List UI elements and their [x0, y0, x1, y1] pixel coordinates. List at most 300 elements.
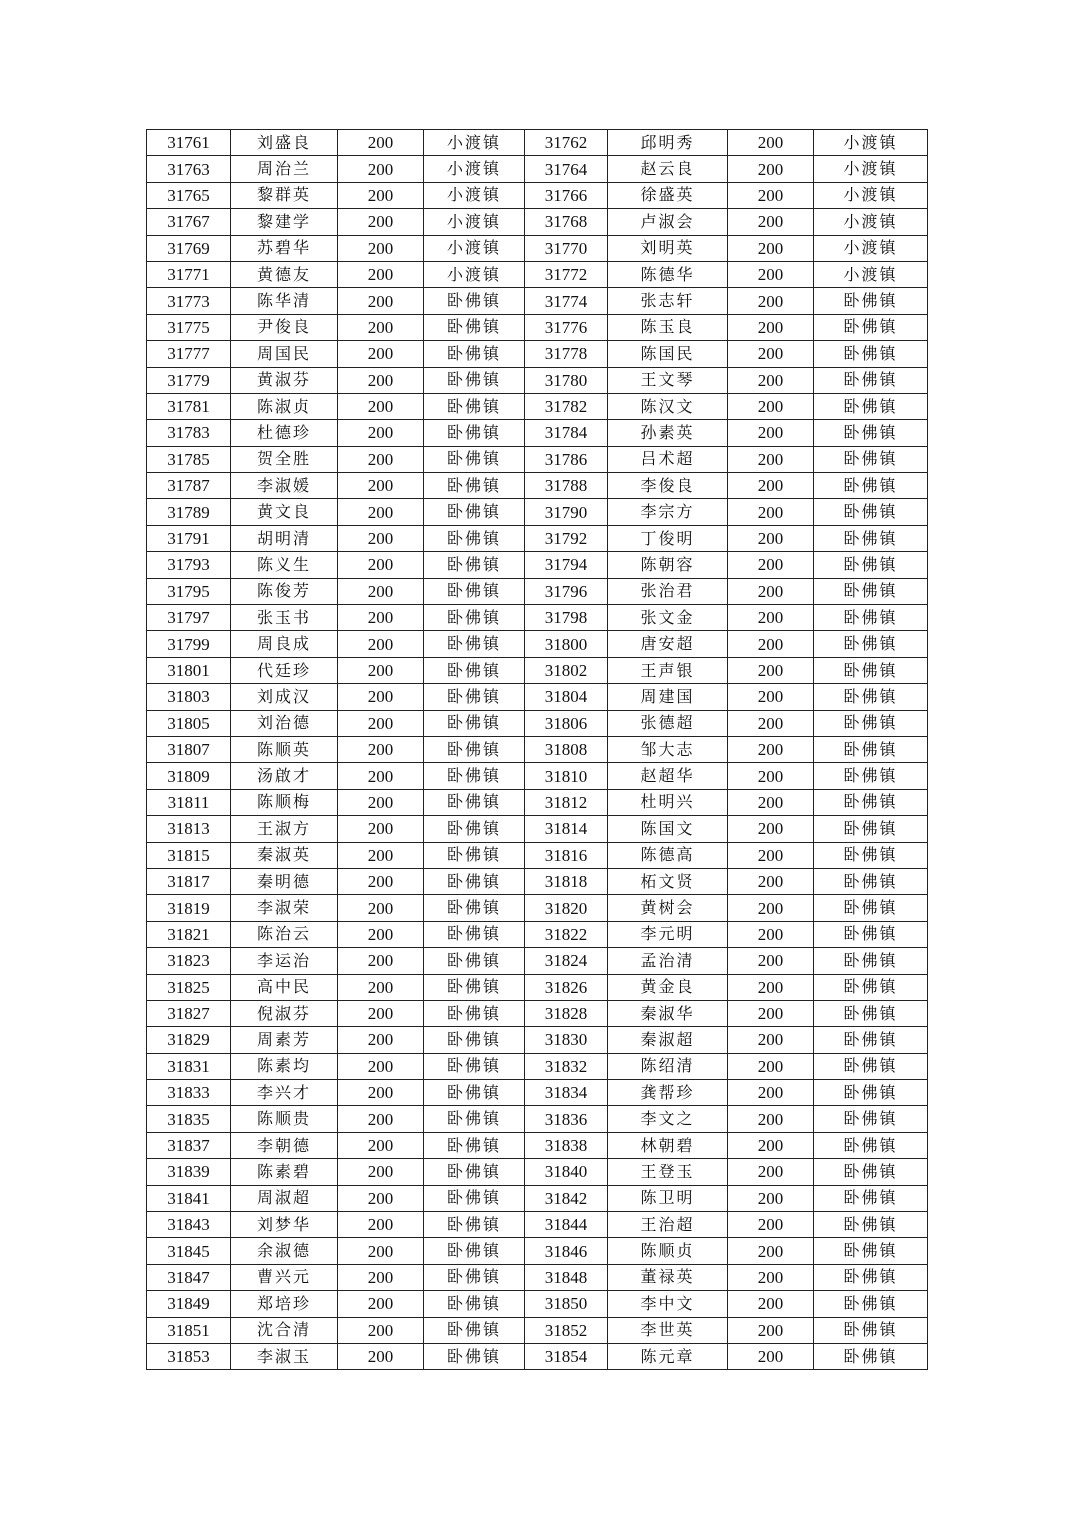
- cell-town-left: 卧佛镇: [424, 1317, 525, 1343]
- cell-id-right: 31782: [525, 393, 608, 419]
- cell-amount-left: 200: [338, 552, 424, 578]
- table-row: [147, 1106, 928, 1132]
- cell-id-left: 31853: [147, 1343, 231, 1369]
- cell-town-left: 卧佛镇: [424, 420, 525, 446]
- cell-name-right: 陈朝容: [608, 552, 728, 578]
- cell-amount-right: 200: [728, 393, 814, 419]
- cell-id-left: 31849: [147, 1291, 231, 1317]
- cell-name-left: 李朝德: [231, 1132, 338, 1158]
- cell-id-right: 31838: [525, 1132, 608, 1158]
- cell-amount-right: 200: [728, 1291, 814, 1317]
- table-row: [147, 393, 928, 419]
- cell-id-right: 31804: [525, 684, 608, 710]
- cell-id-left: 31803: [147, 684, 231, 710]
- cell-town-left: 卧佛镇: [424, 605, 525, 631]
- cell-name-right: 陈国民: [608, 341, 728, 367]
- cell-amount-left: 200: [338, 921, 424, 947]
- cell-name-right: 卢淑会: [608, 209, 728, 235]
- cell-town-right: 卧佛镇: [814, 1343, 928, 1369]
- cell-id-left: 31783: [147, 420, 231, 446]
- cell-id-right: 31766: [525, 182, 608, 208]
- cell-town-left: 小渡镇: [424, 156, 525, 182]
- cell-id-right: 31852: [525, 1317, 608, 1343]
- cell-id-right: 31826: [525, 974, 608, 1000]
- cell-name-left: 曹兴元: [231, 1264, 338, 1290]
- table-row: [147, 314, 928, 340]
- cell-id-right: 31770: [525, 235, 608, 261]
- cell-amount-right: 200: [728, 605, 814, 631]
- cell-town-right: 卧佛镇: [814, 1106, 928, 1132]
- table-row: [147, 631, 928, 657]
- cell-town-right: 卧佛镇: [814, 314, 928, 340]
- cell-name-left: 张玉书: [231, 605, 338, 631]
- cell-id-right: 31798: [525, 605, 608, 631]
- cell-amount-left: 200: [338, 974, 424, 1000]
- cell-amount-right: 200: [728, 209, 814, 235]
- cell-id-left: 31813: [147, 816, 231, 842]
- cell-amount-right: 200: [728, 552, 814, 578]
- cell-town-left: 卧佛镇: [424, 1212, 525, 1238]
- cell-name-right: 李宗方: [608, 499, 728, 525]
- table-row: [147, 499, 928, 525]
- cell-id-right: 31792: [525, 525, 608, 551]
- cell-id-left: 31827: [147, 1000, 231, 1026]
- cell-name-right: 丁俊明: [608, 525, 728, 551]
- table-row: [147, 1317, 928, 1343]
- cell-amount-right: 200: [728, 288, 814, 314]
- cell-name-left: 周良成: [231, 631, 338, 657]
- cell-amount-left: 200: [338, 1264, 424, 1290]
- cell-id-left: 31833: [147, 1080, 231, 1106]
- cell-id-left: 31823: [147, 948, 231, 974]
- cell-town-right: 卧佛镇: [814, 1238, 928, 1264]
- cell-id-left: 31767: [147, 209, 231, 235]
- cell-town-left: 小渡镇: [424, 235, 525, 261]
- cell-amount-left: 200: [338, 684, 424, 710]
- cell-id-left: 31841: [147, 1185, 231, 1211]
- cell-name-right: 周建国: [608, 684, 728, 710]
- cell-town-left: 卧佛镇: [424, 1264, 525, 1290]
- cell-name-left: 黄淑芬: [231, 367, 338, 393]
- cell-town-right: 卧佛镇: [814, 420, 928, 446]
- cell-town-left: 卧佛镇: [424, 816, 525, 842]
- cell-amount-left: 200: [338, 130, 424, 156]
- cell-amount-left: 200: [338, 367, 424, 393]
- cell-name-right: 陈元章: [608, 1343, 728, 1369]
- table-row: [147, 156, 928, 182]
- cell-id-right: 31768: [525, 209, 608, 235]
- cell-name-left: 胡明清: [231, 525, 338, 551]
- cell-id-left: 31797: [147, 605, 231, 631]
- cell-town-right: 卧佛镇: [814, 1291, 928, 1317]
- cell-town-left: 卧佛镇: [424, 1238, 525, 1264]
- cell-id-left: 31845: [147, 1238, 231, 1264]
- cell-town-left: 卧佛镇: [424, 367, 525, 393]
- cell-id-left: 31765: [147, 182, 231, 208]
- cell-amount-left: 200: [338, 499, 424, 525]
- cell-id-right: 31844: [525, 1212, 608, 1238]
- cell-id-right: 31814: [525, 816, 608, 842]
- cell-id-right: 31762: [525, 130, 608, 156]
- cell-name-right: 李世英: [608, 1317, 728, 1343]
- table-row: [147, 842, 928, 868]
- cell-amount-right: 200: [728, 1238, 814, 1264]
- table-row: [147, 552, 928, 578]
- cell-name-right: 邱明秀: [608, 130, 728, 156]
- table-row: [147, 420, 928, 446]
- cell-id-left: 31799: [147, 631, 231, 657]
- cell-amount-right: 200: [728, 1343, 814, 1369]
- cell-name-left: 周国民: [231, 341, 338, 367]
- table-row: [147, 684, 928, 710]
- cell-id-left: 31825: [147, 974, 231, 1000]
- cell-name-left: 黄文良: [231, 499, 338, 525]
- cell-id-left: 31821: [147, 921, 231, 947]
- cell-amount-right: 200: [728, 736, 814, 762]
- cell-name-left: 刘梦华: [231, 1212, 338, 1238]
- cell-town-left: 卧佛镇: [424, 552, 525, 578]
- cell-amount-left: 200: [338, 1185, 424, 1211]
- table-row: [147, 446, 928, 472]
- cell-town-right: 卧佛镇: [814, 895, 928, 921]
- cell-town-right: 小渡镇: [814, 156, 928, 182]
- cell-name-right: 陈德高: [608, 842, 728, 868]
- cell-amount-left: 200: [338, 789, 424, 815]
- cell-id-right: 31830: [525, 1027, 608, 1053]
- cell-id-right: 31842: [525, 1185, 608, 1211]
- cell-name-left: 陈义生: [231, 552, 338, 578]
- cell-id-right: 31776: [525, 314, 608, 340]
- cell-name-right: 吕术超: [608, 446, 728, 472]
- cell-name-left: 郑培珍: [231, 1291, 338, 1317]
- cell-id-right: 31850: [525, 1291, 608, 1317]
- table-row: [147, 1080, 928, 1106]
- cell-amount-left: 200: [338, 631, 424, 657]
- cell-id-left: 31761: [147, 130, 231, 156]
- cell-amount-left: 200: [338, 1291, 424, 1317]
- cell-id-left: 31781: [147, 393, 231, 419]
- cell-name-left: 李淑玉: [231, 1343, 338, 1369]
- cell-id-left: 31819: [147, 895, 231, 921]
- cell-name-right: 孙素英: [608, 420, 728, 446]
- table-row: [147, 763, 928, 789]
- cell-amount-right: 200: [728, 657, 814, 683]
- cell-town-left: 卧佛镇: [424, 1291, 525, 1317]
- cell-amount-left: 200: [338, 314, 424, 340]
- table-row: [147, 1291, 928, 1317]
- cell-town-left: 卧佛镇: [424, 1132, 525, 1158]
- cell-id-right: 31800: [525, 631, 608, 657]
- cell-town-right: 卧佛镇: [814, 1159, 928, 1185]
- cell-town-right: 卧佛镇: [814, 657, 928, 683]
- cell-name-left: 倪淑芬: [231, 1000, 338, 1026]
- table-row: [147, 261, 928, 287]
- cell-amount-left: 200: [338, 446, 424, 472]
- cell-name-left: 陈素均: [231, 1053, 338, 1079]
- cell-town-left: 卧佛镇: [424, 393, 525, 419]
- cell-id-right: 31780: [525, 367, 608, 393]
- cell-id-left: 31763: [147, 156, 231, 182]
- cell-name-left: 周素芳: [231, 1027, 338, 1053]
- cell-id-left: 31791: [147, 525, 231, 551]
- cell-name-right: 龚帮珍: [608, 1080, 728, 1106]
- cell-town-right: 卧佛镇: [814, 631, 928, 657]
- cell-id-right: 31816: [525, 842, 608, 868]
- cell-name-right: 王文琴: [608, 367, 728, 393]
- cell-id-right: 31812: [525, 789, 608, 815]
- cell-id-right: 31822: [525, 921, 608, 947]
- table-row: [147, 1027, 928, 1053]
- cell-town-right: 卧佛镇: [814, 842, 928, 868]
- cell-amount-left: 200: [338, 288, 424, 314]
- cell-town-right: 卧佛镇: [814, 393, 928, 419]
- cell-name-left: 高中民: [231, 974, 338, 1000]
- cell-amount-left: 200: [338, 657, 424, 683]
- cell-amount-right: 200: [728, 974, 814, 1000]
- cell-id-left: 31839: [147, 1159, 231, 1185]
- cell-name-left: 沈合清: [231, 1317, 338, 1343]
- table-row: [147, 974, 928, 1000]
- cell-town-left: 卧佛镇: [424, 314, 525, 340]
- cell-amount-right: 200: [728, 921, 814, 947]
- table-row: [147, 657, 928, 683]
- cell-amount-left: 200: [338, 341, 424, 367]
- cell-town-left: 小渡镇: [424, 209, 525, 235]
- cell-town-right: 卧佛镇: [814, 605, 928, 631]
- cell-amount-left: 200: [338, 1159, 424, 1185]
- table-row: [147, 288, 928, 314]
- cell-name-right: 陈国文: [608, 816, 728, 842]
- cell-town-right: 卧佛镇: [814, 974, 928, 1000]
- cell-id-left: 31801: [147, 657, 231, 683]
- cell-town-left: 卧佛镇: [424, 1000, 525, 1026]
- cell-amount-left: 200: [338, 895, 424, 921]
- cell-name-right: 李元明: [608, 921, 728, 947]
- table-row: [147, 816, 928, 842]
- cell-town-left: 卧佛镇: [424, 763, 525, 789]
- cell-amount-right: 200: [728, 1027, 814, 1053]
- cell-town-left: 卧佛镇: [424, 446, 525, 472]
- cell-town-right: 卧佛镇: [814, 1132, 928, 1158]
- cell-town-left: 卧佛镇: [424, 736, 525, 762]
- table-row: [147, 1238, 928, 1264]
- table-row: [147, 710, 928, 736]
- cell-town-right: 卧佛镇: [814, 1212, 928, 1238]
- cell-name-left: 代廷珍: [231, 657, 338, 683]
- cell-amount-right: 200: [728, 631, 814, 657]
- cell-id-left: 31771: [147, 261, 231, 287]
- cell-name-left: 刘盛良: [231, 130, 338, 156]
- cell-id-left: 31787: [147, 473, 231, 499]
- cell-amount-right: 200: [728, 1000, 814, 1026]
- cell-id-right: 31774: [525, 288, 608, 314]
- cell-town-left: 小渡镇: [424, 261, 525, 287]
- cell-id-left: 31777: [147, 341, 231, 367]
- cell-id-left: 31847: [147, 1264, 231, 1290]
- cell-id-left: 31851: [147, 1317, 231, 1343]
- table-row: [147, 736, 928, 762]
- cell-amount-right: 200: [728, 182, 814, 208]
- cell-amount-right: 200: [728, 499, 814, 525]
- cell-amount-right: 200: [728, 868, 814, 894]
- cell-town-right: 小渡镇: [814, 182, 928, 208]
- cell-town-right: 卧佛镇: [814, 710, 928, 736]
- cell-id-right: 31828: [525, 1000, 608, 1026]
- cell-amount-left: 200: [338, 868, 424, 894]
- cell-name-right: 邹大志: [608, 736, 728, 762]
- cell-name-left: 汤啟才: [231, 763, 338, 789]
- cell-name-left: 秦明德: [231, 868, 338, 894]
- table-row: [147, 1343, 928, 1369]
- cell-amount-left: 200: [338, 1080, 424, 1106]
- table-row: [147, 1159, 928, 1185]
- cell-town-right: 卧佛镇: [814, 341, 928, 367]
- cell-amount-right: 200: [728, 763, 814, 789]
- cell-id-right: 31848: [525, 1264, 608, 1290]
- cell-name-right: 黄金良: [608, 974, 728, 1000]
- cell-id-right: 31788: [525, 473, 608, 499]
- cell-name-left: 刘治德: [231, 710, 338, 736]
- cell-id-left: 31817: [147, 868, 231, 894]
- cell-town-right: 卧佛镇: [814, 288, 928, 314]
- cell-id-left: 31809: [147, 763, 231, 789]
- cell-town-right: 小渡镇: [814, 261, 928, 287]
- cell-town-left: 卧佛镇: [424, 710, 525, 736]
- cell-name-right: 陈卫明: [608, 1185, 728, 1211]
- cell-id-right: 31832: [525, 1053, 608, 1079]
- cell-name-left: 陈华清: [231, 288, 338, 314]
- table-row: [147, 1264, 928, 1290]
- cell-amount-right: 200: [728, 816, 814, 842]
- cell-amount-left: 200: [338, 1317, 424, 1343]
- cell-town-right: 卧佛镇: [814, 1185, 928, 1211]
- cell-town-right: 卧佛镇: [814, 868, 928, 894]
- cell-name-left: 李兴才: [231, 1080, 338, 1106]
- cell-name-left: 黎群英: [231, 182, 338, 208]
- cell-town-right: 卧佛镇: [814, 1264, 928, 1290]
- cell-name-left: 陈顺梅: [231, 789, 338, 815]
- cell-amount-right: 200: [728, 1317, 814, 1343]
- cell-amount-left: 200: [338, 1238, 424, 1264]
- cell-name-right: 李文之: [608, 1106, 728, 1132]
- cell-amount-left: 200: [338, 736, 424, 762]
- cell-amount-left: 200: [338, 209, 424, 235]
- cell-id-left: 31843: [147, 1212, 231, 1238]
- cell-amount-left: 200: [338, 1000, 424, 1026]
- cell-amount-left: 200: [338, 473, 424, 499]
- cell-name-left: 陈俊芳: [231, 578, 338, 604]
- cell-name-left: 李淑媛: [231, 473, 338, 499]
- cell-name-left: 秦淑英: [231, 842, 338, 868]
- cell-amount-right: 200: [728, 1264, 814, 1290]
- cell-id-right: 31790: [525, 499, 608, 525]
- table-row: [147, 948, 928, 974]
- cell-town-right: 小渡镇: [814, 235, 928, 261]
- cell-town-right: 卧佛镇: [814, 446, 928, 472]
- table-row: [147, 605, 928, 631]
- table-row: [147, 1053, 928, 1079]
- table-row: [147, 578, 928, 604]
- cell-town-right: 小渡镇: [814, 209, 928, 235]
- cell-town-left: 卧佛镇: [424, 684, 525, 710]
- cell-amount-right: 200: [728, 446, 814, 472]
- table-row: [147, 868, 928, 894]
- cell-name-right: 陈玉良: [608, 314, 728, 340]
- cell-name-left: 贺全胜: [231, 446, 338, 472]
- cell-town-right: 卧佛镇: [814, 1000, 928, 1026]
- cell-amount-right: 200: [728, 684, 814, 710]
- cell-name-left: 杜德珍: [231, 420, 338, 446]
- cell-id-left: 31773: [147, 288, 231, 314]
- cell-name-right: 张治君: [608, 578, 728, 604]
- cell-town-right: 卧佛镇: [814, 1027, 928, 1053]
- cell-amount-left: 200: [338, 525, 424, 551]
- table-row: [147, 1000, 928, 1026]
- cell-town-right: 卧佛镇: [814, 789, 928, 815]
- cell-amount-right: 200: [728, 261, 814, 287]
- cell-name-right: 张文金: [608, 605, 728, 631]
- cell-amount-right: 200: [728, 420, 814, 446]
- cell-town-right: 卧佛镇: [814, 1317, 928, 1343]
- cell-amount-right: 200: [728, 1132, 814, 1158]
- cell-town-left: 卧佛镇: [424, 1053, 525, 1079]
- cell-id-right: 31834: [525, 1080, 608, 1106]
- cell-id-right: 31808: [525, 736, 608, 762]
- cell-name-right: 王治超: [608, 1212, 728, 1238]
- cell-town-left: 卧佛镇: [424, 974, 525, 1000]
- cell-amount-right: 200: [728, 842, 814, 868]
- cell-id-right: 31818: [525, 868, 608, 894]
- cell-town-right: 卧佛镇: [814, 948, 928, 974]
- cell-town-right: 卧佛镇: [814, 525, 928, 551]
- cell-town-right: 卧佛镇: [814, 763, 928, 789]
- table-row: [147, 341, 928, 367]
- cell-amount-right: 200: [728, 578, 814, 604]
- cell-amount-right: 200: [728, 1159, 814, 1185]
- cell-amount-left: 200: [338, 605, 424, 631]
- cell-town-right: 卧佛镇: [814, 367, 928, 393]
- cell-amount-left: 200: [338, 156, 424, 182]
- cell-town-right: 卧佛镇: [814, 684, 928, 710]
- cell-name-left: 周淑超: [231, 1185, 338, 1211]
- cell-name-right: 张志轩: [608, 288, 728, 314]
- cell-amount-right: 200: [728, 1106, 814, 1132]
- cell-id-right: 31840: [525, 1159, 608, 1185]
- cell-name-left: 黎建学: [231, 209, 338, 235]
- table-row: [147, 1212, 928, 1238]
- cell-id-right: 31772: [525, 261, 608, 287]
- cell-name-right: 李俊良: [608, 473, 728, 499]
- cell-town-left: 卧佛镇: [424, 288, 525, 314]
- cell-amount-left: 200: [338, 1027, 424, 1053]
- cell-town-right: 卧佛镇: [814, 499, 928, 525]
- cell-id-right: 31794: [525, 552, 608, 578]
- table-row: [147, 525, 928, 551]
- cell-id-right: 31764: [525, 156, 608, 182]
- table-row: [147, 182, 928, 208]
- cell-amount-left: 200: [338, 1132, 424, 1158]
- cell-town-left: 小渡镇: [424, 182, 525, 208]
- cell-name-left: 苏碧华: [231, 235, 338, 261]
- cell-name-right: 陈德华: [608, 261, 728, 287]
- cell-id-right: 31786: [525, 446, 608, 472]
- cell-town-right: 小渡镇: [814, 130, 928, 156]
- cell-amount-right: 200: [728, 948, 814, 974]
- cell-name-right: 秦淑华: [608, 1000, 728, 1026]
- cell-amount-right: 200: [728, 789, 814, 815]
- cell-id-left: 31811: [147, 789, 231, 815]
- cell-id-right: 31854: [525, 1343, 608, 1369]
